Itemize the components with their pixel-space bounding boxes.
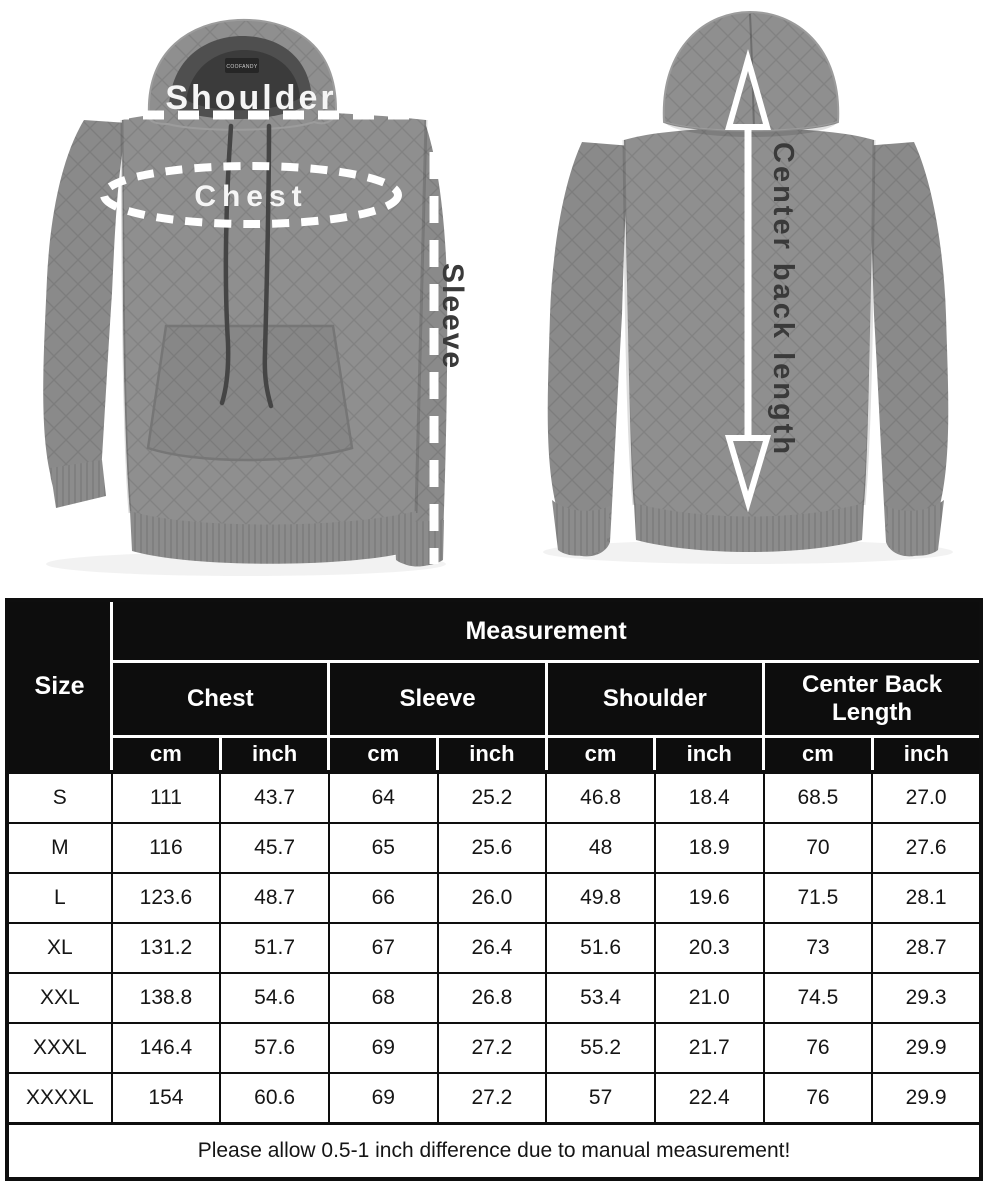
size-cell: M xyxy=(7,823,112,873)
measurement-cell: 74.5 xyxy=(764,973,873,1023)
brand-label: COOFANDY xyxy=(226,64,258,70)
measurement-cell: 68.5 xyxy=(764,772,873,823)
size-cell: XL xyxy=(7,923,112,973)
measurement-cell: 116 xyxy=(112,823,221,873)
chest-label: Chest xyxy=(194,180,308,213)
measurement-cell: 43.7 xyxy=(220,772,329,823)
measurement-cell: 22.4 xyxy=(655,1073,764,1124)
unit-header: cm xyxy=(764,737,873,773)
measurement-note: Please allow 0.5-1 inch difference due to manual measurement! xyxy=(7,1124,981,1180)
measurement-cell: 27.6 xyxy=(872,823,981,873)
table-row xyxy=(7,823,981,873)
shoulder-group-header: Shoulder xyxy=(546,662,763,737)
measurement-cell: 154 xyxy=(112,1073,221,1124)
measurement-cell: 60.6 xyxy=(220,1073,329,1124)
measurement-cell: 57 xyxy=(546,1073,655,1124)
front-view-photo xyxy=(6,8,472,586)
size-cell: XXXXL xyxy=(7,1073,112,1124)
measurement-cell: 28.1 xyxy=(872,873,981,923)
measurement-cell: 73 xyxy=(764,923,873,973)
measurement-cell: 69 xyxy=(329,1023,438,1073)
size-cell: S xyxy=(7,772,112,823)
unit-header: inch xyxy=(872,737,981,773)
measurement-cell: 68 xyxy=(329,973,438,1023)
measurement-cell: 29.9 xyxy=(872,1023,981,1073)
table-row xyxy=(7,772,981,823)
measurement-cell: 25.2 xyxy=(438,772,547,823)
size-cell: XXXL xyxy=(7,1023,112,1073)
sleeve-group-header: Sleeve xyxy=(329,662,546,737)
measurement-cell: 28.7 xyxy=(872,923,981,973)
table-row xyxy=(7,1073,981,1124)
measurement-cell: 57.6 xyxy=(220,1023,329,1073)
measurement-cell: 67 xyxy=(329,923,438,973)
table-row xyxy=(7,1023,981,1073)
unit-header: inch xyxy=(655,737,764,773)
measurement-cell: 51.6 xyxy=(546,923,655,973)
measurement-cell: 46.8 xyxy=(546,772,655,823)
unit-header: cm xyxy=(329,737,438,773)
measurement-cell: 29.9 xyxy=(872,1073,981,1124)
measurement-cell: 48 xyxy=(546,823,655,873)
center-back-length-label: Center back length xyxy=(767,142,799,458)
measurement-cell: 27.0 xyxy=(872,772,981,823)
measurement-cell: 48.7 xyxy=(220,873,329,923)
unit-header: cm xyxy=(112,737,221,773)
measurement-cell: 21.7 xyxy=(655,1023,764,1073)
measurement-cell: 146.4 xyxy=(112,1023,221,1073)
measurement-cell: 26.4 xyxy=(438,923,547,973)
back-left-sleeve xyxy=(548,142,632,556)
measurement-cell: 70 xyxy=(764,823,873,873)
measurement-cell: 45.7 xyxy=(220,823,329,873)
measurement-cell: 76 xyxy=(764,1023,873,1073)
measurement-cell: 27.2 xyxy=(438,1023,547,1073)
front-pocket xyxy=(148,326,352,460)
measurement-cell: 20.3 xyxy=(655,923,764,973)
measurement-cell: 19.6 xyxy=(655,873,764,923)
measurement-cell: 27.2 xyxy=(438,1073,547,1124)
size-table-body xyxy=(7,772,981,1124)
measurement-cell: 53.4 xyxy=(546,973,655,1023)
measurement-cell: 65 xyxy=(329,823,438,873)
center-back-group-header: Center Back Length xyxy=(764,662,981,737)
table-row xyxy=(7,973,981,1023)
measurement-cell: 49.8 xyxy=(546,873,655,923)
shoulder-label: Shoulder xyxy=(165,79,337,117)
measurement-cell: 54.6 xyxy=(220,973,329,1023)
measurement-cell: 25.6 xyxy=(438,823,547,873)
measurement-cell: 64 xyxy=(329,772,438,823)
measurement-cell: 111 xyxy=(112,772,221,823)
size-cell: XXL xyxy=(7,973,112,1023)
measurement-cell: 131.2 xyxy=(112,923,221,973)
front-left-sleeve xyxy=(43,120,128,501)
back-view-photo xyxy=(512,0,984,580)
table-row xyxy=(7,923,981,973)
unit-header: inch xyxy=(220,737,329,773)
measurement-cell: 69 xyxy=(329,1073,438,1124)
measurement-cell: 66 xyxy=(329,873,438,923)
measurement-cell: 18.9 xyxy=(655,823,764,873)
measurement-cell: 26.0 xyxy=(438,873,547,923)
measurement-cell: 26.8 xyxy=(438,973,547,1023)
back-right-sleeve xyxy=(864,142,948,556)
measurement-cell: 21.0 xyxy=(655,973,764,1023)
table-row xyxy=(7,873,981,923)
measurement-cell: 71.5 xyxy=(764,873,873,923)
measurement-cell: 138.8 xyxy=(112,973,221,1023)
unit-header: inch xyxy=(438,737,547,773)
measurement-cell: 55.2 xyxy=(546,1023,655,1073)
unit-header: cm xyxy=(546,737,655,773)
size-cell: L xyxy=(7,873,112,923)
size-column-header: Size xyxy=(7,600,112,772)
chest-group-header: Chest xyxy=(112,662,329,737)
measurement-cell: 123.6 xyxy=(112,873,221,923)
measurement-cell: 29.3 xyxy=(872,973,981,1023)
front-left-cuff xyxy=(50,460,106,508)
size-table xyxy=(5,598,983,1181)
measurement-header: Measurement xyxy=(112,600,981,662)
measurement-cell: 18.4 xyxy=(655,772,764,823)
measurement-cell: 76 xyxy=(764,1073,873,1124)
sleeve-label: Sleeve xyxy=(436,263,469,371)
measurement-cell: 51.7 xyxy=(220,923,329,973)
